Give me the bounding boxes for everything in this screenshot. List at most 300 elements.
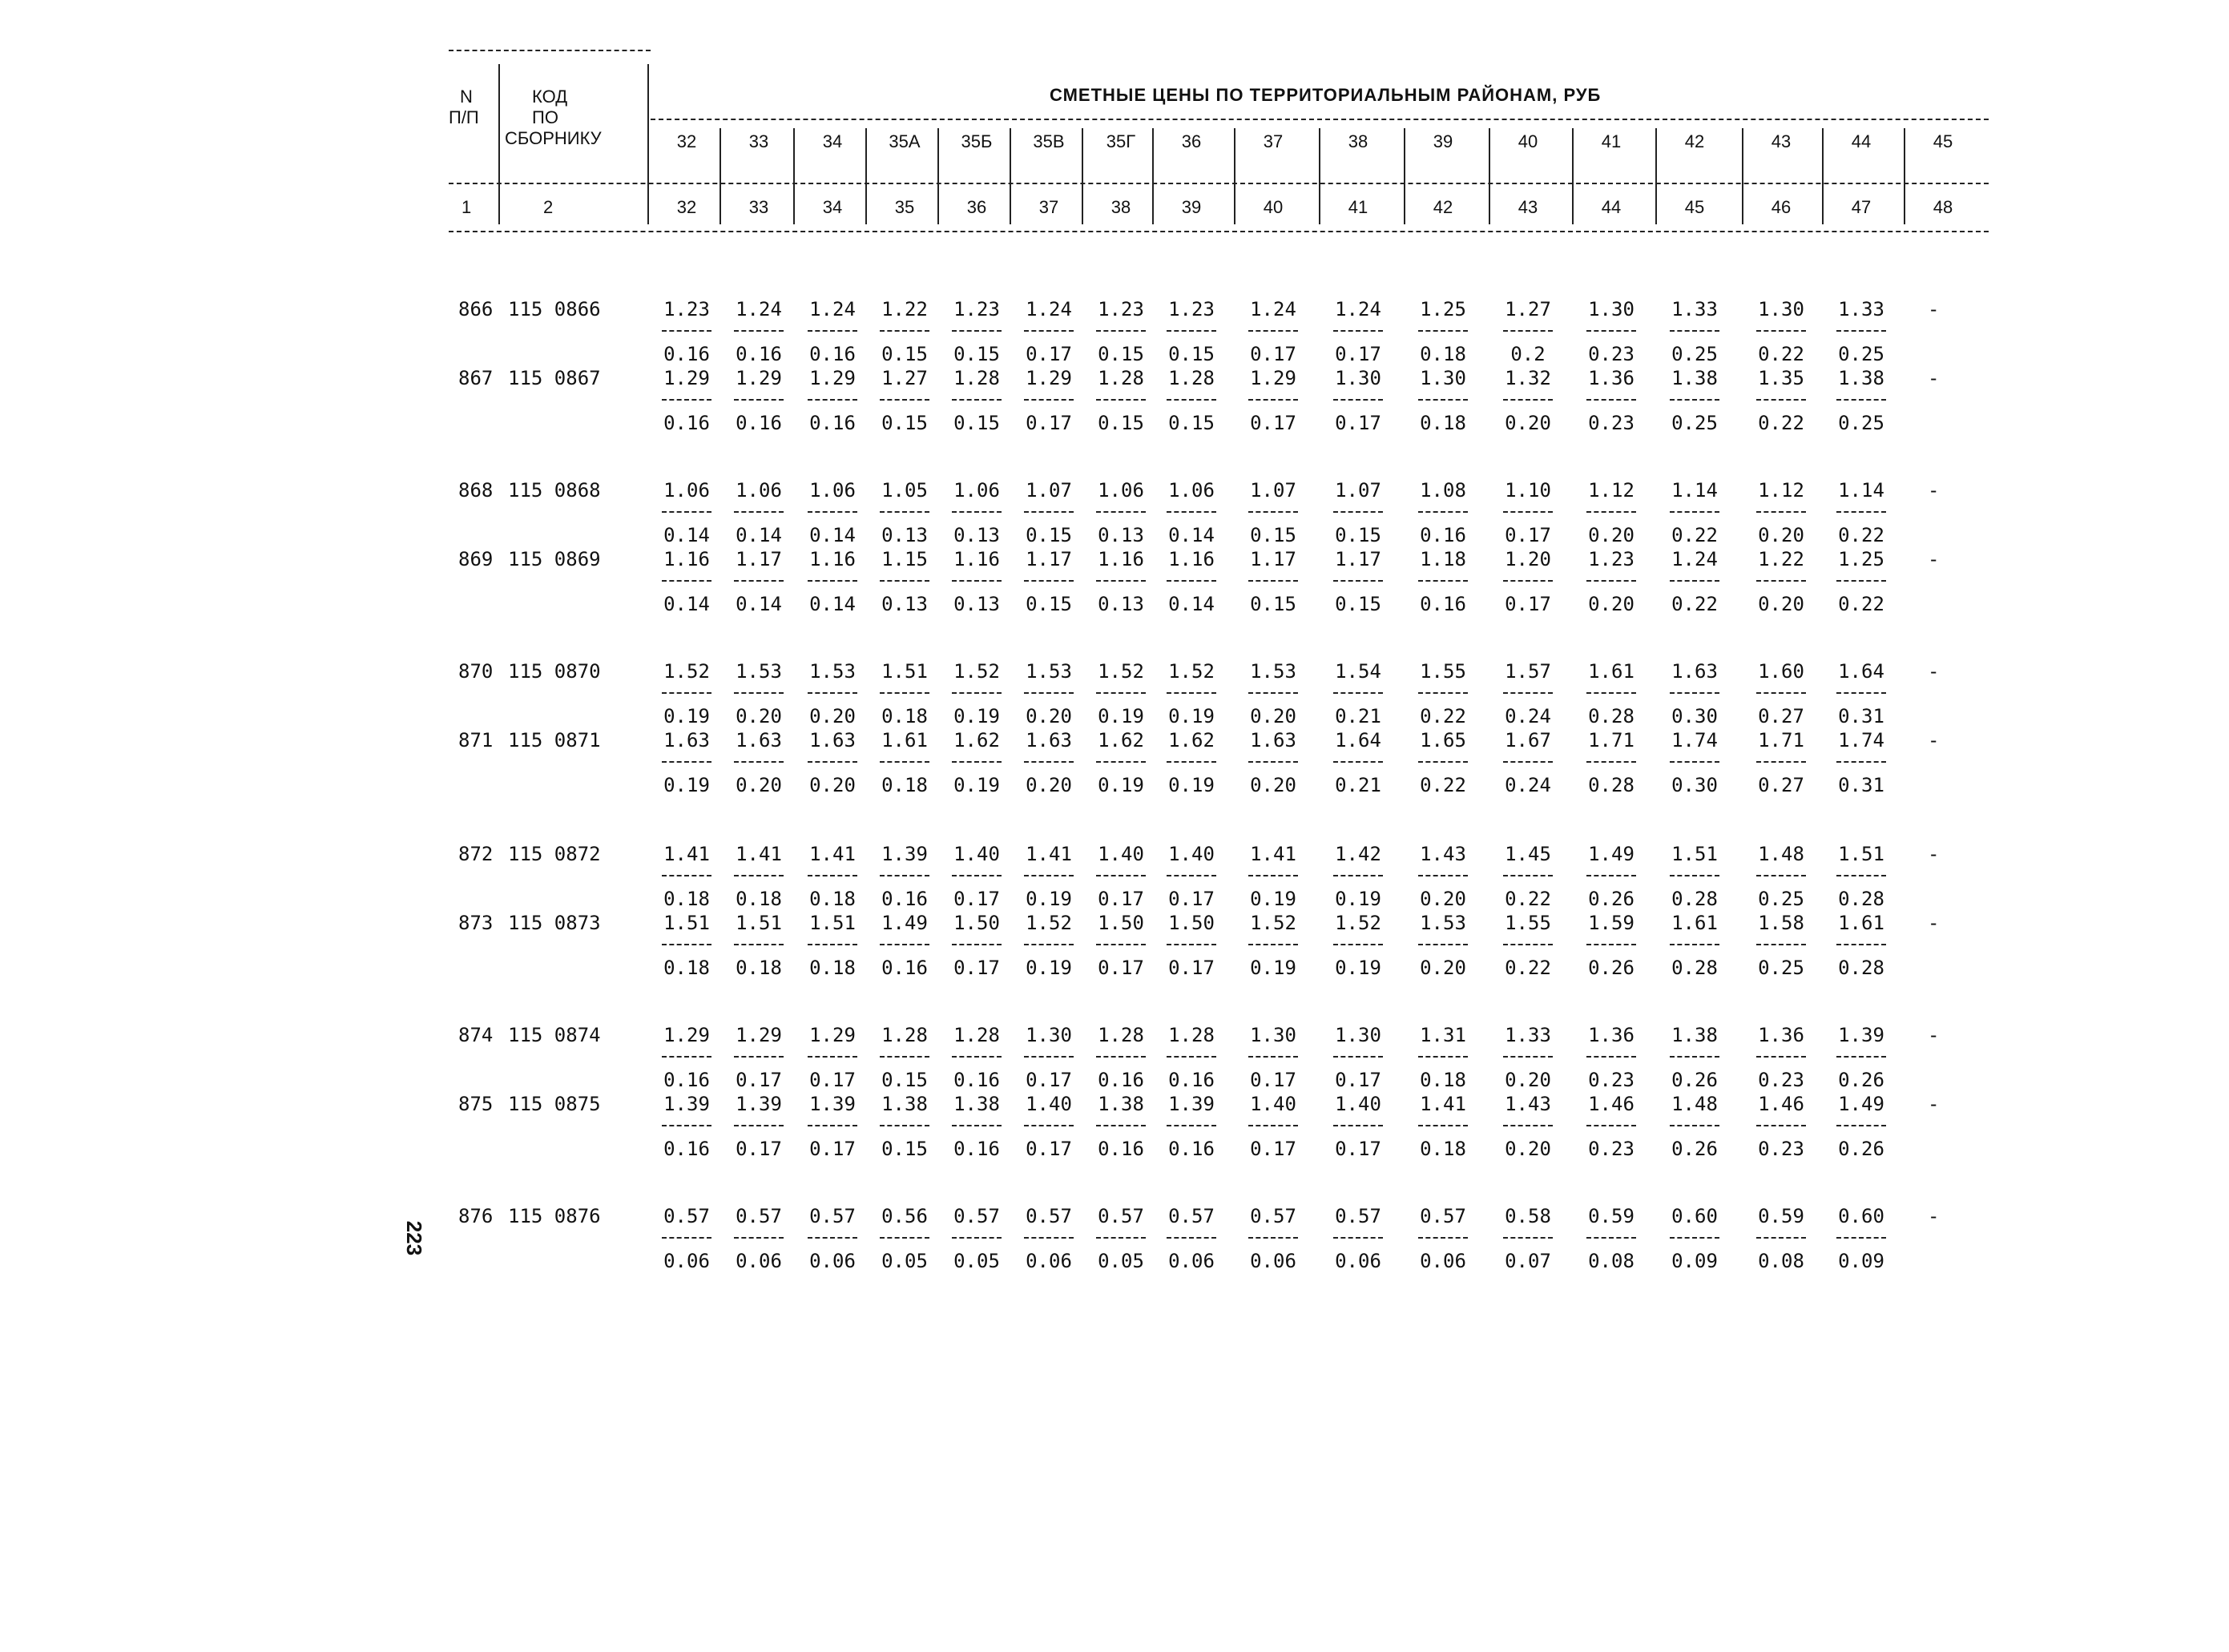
price-cell: [1825, 912, 1897, 979]
fraction-bar: [1503, 761, 1553, 763]
region-header: 33: [748, 131, 769, 151]
column-number: 45: [1684, 197, 1705, 217]
row-number: 867: [458, 367, 494, 389]
price-cell: [1013, 1093, 1085, 1160]
price-total: 1.41: [1250, 843, 1296, 865]
row-number: 875: [458, 1093, 494, 1115]
price-wage: 0.18: [663, 957, 710, 979]
price-total: 1.59: [1588, 912, 1634, 934]
region-separator: [1655, 128, 1657, 224]
price-cell: [1745, 1093, 1817, 1160]
price-wage: 0.15: [1098, 343, 1144, 365]
price-total: 1.74: [1838, 729, 1884, 751]
price-cell: [723, 1024, 795, 1091]
price-cell: [1085, 548, 1157, 615]
price-cell: [723, 729, 795, 796]
column-number: 42: [1433, 197, 1453, 217]
fraction-bar: [662, 875, 711, 876]
price-cell: [941, 548, 1013, 615]
price-cell: [1575, 1024, 1647, 1091]
fraction-bar: [1333, 875, 1383, 876]
fraction-bar: [880, 761, 929, 763]
price-wage: 0.13: [881, 524, 928, 546]
price-total: 1.24: [1335, 298, 1381, 320]
price-wage: 0.20: [1588, 524, 1634, 546]
price-wage: 0.13: [881, 593, 928, 615]
price-total: 1.30: [1758, 298, 1804, 320]
fraction-bar: [1586, 761, 1636, 763]
price-cell: [651, 548, 723, 615]
price-total: 1.41: [1026, 843, 1072, 865]
fraction-bar: [1670, 944, 1719, 945]
price-wage: 0.22: [1838, 593, 1884, 615]
price-wage: 0.25: [1671, 343, 1718, 365]
price-cell: [723, 1205, 795, 1272]
price-wage: 0.22: [1671, 524, 1718, 546]
fraction-bar: [734, 399, 784, 401]
price-cell: [651, 912, 723, 979]
price-cell: [796, 1205, 869, 1272]
price-wage: 0.26: [1838, 1138, 1884, 1160]
price-wage: 0.16: [1098, 1138, 1144, 1160]
column-number: 34: [822, 197, 843, 217]
price-wage: 0.17: [1098, 888, 1144, 910]
fraction-bar: [1024, 692, 1074, 694]
fraction-bar: [1248, 761, 1298, 763]
region-45-value: -: [1928, 912, 1940, 934]
fraction-bar: [952, 875, 1002, 876]
price-wage: 0.26: [1588, 957, 1634, 979]
price-cell: [1322, 298, 1394, 365]
fraction-bar: [1418, 1056, 1468, 1058]
price-cell: [796, 1093, 869, 1160]
price-wage: 0.13: [953, 593, 1000, 615]
price-cell: [1407, 367, 1479, 434]
price-wage: 0.08: [1758, 1250, 1804, 1272]
fraction-bar: [662, 511, 711, 513]
price-cell: [1407, 729, 1479, 796]
header-vsep-1: [498, 64, 500, 224]
price-total: 1.43: [1505, 1093, 1551, 1115]
price-cell: [1492, 367, 1564, 434]
price-cell: [1013, 479, 1085, 546]
fraction-bar: [952, 761, 1002, 763]
price-total: 1.40: [1335, 1093, 1381, 1115]
price-wage: 0.18: [1420, 412, 1466, 434]
price-cell: [1322, 1093, 1394, 1160]
price-total: 1.49: [881, 912, 928, 934]
price-total: 1.28: [1168, 1024, 1215, 1046]
price-wage: 0.19: [953, 774, 1000, 796]
price-wage: 0.23: [1588, 412, 1634, 434]
fraction-bar: [1503, 330, 1553, 332]
fraction-bar: [1167, 692, 1216, 694]
price-wage: 0.16: [881, 957, 928, 979]
region-separator: [1904, 128, 1905, 224]
price-total: 1.62: [1168, 729, 1215, 751]
price-wage: 0.20: [1505, 1138, 1551, 1160]
price-total: 1.06: [953, 479, 1000, 502]
price-cell: [1745, 298, 1817, 365]
fraction-bar: [1248, 1125, 1298, 1126]
price-wage: 0.22: [1671, 593, 1718, 615]
price-total: 1.52: [1335, 912, 1381, 934]
price-cell: [1825, 367, 1897, 434]
price-wage: 0.20: [1758, 593, 1804, 615]
region-header: 44: [1851, 131, 1872, 151]
fraction-bar: [1418, 944, 1468, 945]
price-wage: 0.06: [736, 1250, 782, 1272]
column-number: 38: [1110, 197, 1131, 217]
price-cell: [1659, 843, 1731, 910]
price-cell: [796, 298, 869, 365]
price-cell: [869, 843, 941, 910]
price-total: 1.52: [663, 660, 710, 683]
fraction-bar: [1756, 875, 1806, 876]
price-wage: 0.21: [1335, 705, 1381, 727]
fraction-bar: [1756, 761, 1806, 763]
fraction-bar: [1586, 399, 1636, 401]
price-total: 1.39: [663, 1093, 710, 1115]
price-wage: 0.16: [953, 1138, 1000, 1160]
price-wage: 0.17: [1335, 412, 1381, 434]
price-total: 1.29: [809, 1024, 856, 1046]
fraction-bar: [1503, 692, 1553, 694]
price-total: 1.27: [1505, 298, 1551, 320]
price-wage: 0.18: [663, 888, 710, 910]
fraction-bar: [734, 1125, 784, 1126]
region-header: 45: [1933, 131, 1953, 151]
price-cell: [1085, 660, 1157, 727]
price-cell: [723, 548, 795, 615]
price-total: 1.25: [1420, 298, 1466, 320]
price-wage: 0.06: [663, 1250, 710, 1272]
price-cell: [1155, 1024, 1227, 1091]
price-cell: [1085, 912, 1157, 979]
header-pp: П/П: [449, 107, 479, 127]
price-total: 1.07: [1250, 479, 1296, 502]
fraction-bar: [1756, 1056, 1806, 1058]
price-total: 1.39: [881, 843, 928, 865]
fraction-bar: [1333, 944, 1383, 945]
price-cell: [1825, 660, 1897, 727]
fraction-bar: [952, 1056, 1002, 1058]
price-total: 1.63: [736, 729, 782, 751]
price-total: 1.17: [1335, 548, 1381, 570]
price-total: 1.39: [1168, 1093, 1215, 1115]
price-cell: [1155, 479, 1227, 546]
price-wage: 0.23: [1758, 1069, 1804, 1091]
fraction-bar: [662, 692, 711, 694]
region-45-value: -: [1928, 548, 1940, 570]
column-number: 36: [966, 197, 987, 217]
fraction-bar: [880, 399, 929, 401]
fraction-bar: [1024, 330, 1074, 332]
row-code: 115 0876: [508, 1205, 601, 1227]
price-cell: [1013, 660, 1085, 727]
price-cell: [1575, 367, 1647, 434]
region-45-value: -: [1928, 660, 1940, 683]
price-wage: 0.14: [736, 593, 782, 615]
price-wage: 0.05: [953, 1250, 1000, 1272]
price-wage: 0.19: [663, 774, 710, 796]
region-header: 35В: [1033, 131, 1065, 151]
price-wage: 0.25: [1671, 412, 1718, 434]
table-title: СМЕТНЫЕ ЦЕНЫ ПО ТЕРРИТОРИАЛЬНЫМ РАЙОНАМ, РУБ: [1050, 85, 1602, 105]
price-total: 1.48: [1758, 843, 1804, 865]
fraction-bar: [662, 580, 711, 582]
price-cell: [1745, 843, 1817, 910]
fraction-bar: [1586, 580, 1636, 582]
price-cell: [1237, 1205, 1309, 1272]
page-number: 223: [402, 1220, 427, 1256]
price-total: 1.24: [1671, 548, 1718, 570]
price-total: 1.24: [1026, 298, 1072, 320]
header-po: ПО: [532, 107, 558, 127]
price-cell: [1659, 367, 1731, 434]
price-wage: 0.28: [1671, 888, 1718, 910]
price-cell: [1085, 729, 1157, 796]
fraction-bar: [1586, 1125, 1636, 1126]
fraction-bar: [1836, 330, 1886, 332]
fraction-bar: [1167, 944, 1216, 945]
price-total: 1.28: [1098, 367, 1144, 389]
price-cell: [869, 479, 941, 546]
price-total: 0.57: [1420, 1205, 1466, 1227]
price-wage: 0.20: [1250, 705, 1296, 727]
price-wage: 0.13: [1098, 593, 1144, 615]
fraction-bar: [1333, 692, 1383, 694]
fraction-bar: [1418, 875, 1468, 876]
price-wage: 0.15: [881, 343, 928, 365]
price-total: 1.53: [1420, 912, 1466, 934]
price-total: 1.30: [1335, 367, 1381, 389]
price-wage: 0.20: [1250, 774, 1296, 796]
price-wage: 0.16: [663, 343, 710, 365]
fraction-bar: [734, 330, 784, 332]
price-wage: 0.18: [809, 888, 856, 910]
price-cell: [941, 912, 1013, 979]
price-total: 1.43: [1420, 843, 1466, 865]
fraction-bar: [952, 692, 1002, 694]
price-wage: 0.20: [1420, 888, 1466, 910]
price-total: 1.30: [1420, 367, 1466, 389]
fraction-bar: [880, 580, 929, 582]
price-total: 1.16: [663, 548, 710, 570]
price-wage: 0.28: [1838, 888, 1884, 910]
row-code: 115 0873: [508, 912, 601, 934]
price-cell: [1745, 729, 1817, 796]
price-cell: [1825, 479, 1897, 546]
row-code: 115 0867: [508, 367, 601, 389]
price-cell: [869, 729, 941, 796]
price-cell: [723, 1093, 795, 1160]
header-sborniku: СБОРНИКУ: [505, 128, 602, 148]
price-total: 1.38: [1671, 367, 1718, 389]
fraction-bar: [662, 1056, 711, 1058]
price-total: 1.06: [1098, 479, 1144, 502]
price-total: 1.49: [1838, 1093, 1884, 1115]
fraction-bar: [1167, 761, 1216, 763]
column-number: 33: [748, 197, 769, 217]
price-cell: [1322, 660, 1394, 727]
fraction-bar: [1836, 511, 1886, 513]
region-header: 35Г: [1106, 131, 1136, 151]
fraction-bar: [734, 944, 784, 945]
fraction-bar: [880, 1056, 929, 1058]
price-total: 1.29: [1250, 367, 1296, 389]
column-number: 47: [1851, 197, 1872, 217]
price-cell: [723, 298, 795, 365]
price-total: 1.38: [1098, 1093, 1144, 1115]
price-total: 1.29: [663, 1024, 710, 1046]
price-total: 0.57: [663, 1205, 710, 1227]
fraction-bar: [1024, 511, 1074, 513]
price-wage: 0.19: [1026, 957, 1072, 979]
fraction-bar: [808, 511, 857, 513]
fraction-bar: [1333, 1056, 1383, 1058]
price-wage: 0.22: [1420, 705, 1466, 727]
fraction-bar: [1836, 1056, 1886, 1058]
price-wage: 0.05: [881, 1250, 928, 1272]
region-45-value: -: [1928, 1024, 1940, 1046]
header-top-rule: [449, 50, 651, 51]
price-total: 1.52: [1026, 912, 1072, 934]
price-wage: 0.25: [1838, 412, 1884, 434]
price-total: 1.16: [1098, 548, 1144, 570]
region-header: 35Б: [961, 131, 993, 151]
fraction-bar: [880, 1237, 929, 1239]
column-number: 41: [1348, 197, 1368, 217]
price-cell: [1407, 479, 1479, 546]
price-total: 1.53: [736, 660, 782, 683]
price-cell: [1745, 548, 1817, 615]
price-wage: 0.25: [1838, 343, 1884, 365]
price-wage: 0.15: [881, 1138, 928, 1160]
price-cell: [1155, 367, 1227, 434]
price-total: 1.39: [1838, 1024, 1884, 1046]
price-cell: [1575, 729, 1647, 796]
price-wage: 0.30: [1671, 774, 1718, 796]
price-total: 1.51: [663, 912, 710, 934]
price-cell: [1322, 1205, 1394, 1272]
price-cell: [1745, 479, 1817, 546]
price-wage: 0.17: [953, 957, 1000, 979]
fraction-bar: [662, 1237, 711, 1239]
price-cell: [1825, 298, 1897, 365]
region-45-value: -: [1928, 479, 1940, 502]
price-total: 1.07: [1335, 479, 1381, 502]
price-cell: [1407, 1093, 1479, 1160]
price-wage: 0.22: [1758, 412, 1804, 434]
row-code: 115 0869: [508, 548, 601, 570]
price-total: 1.41: [663, 843, 710, 865]
price-wage: 0.19: [1335, 957, 1381, 979]
price-total: 0.57: [1098, 1205, 1144, 1227]
price-wage: 0.15: [881, 412, 928, 434]
fraction-bar: [1586, 1237, 1636, 1239]
price-cell: [1237, 1093, 1309, 1160]
price-total: 1.33: [1838, 298, 1884, 320]
price-cell: [651, 1205, 723, 1272]
fraction-bar: [1503, 580, 1553, 582]
price-wage: 0.18: [736, 888, 782, 910]
price-cell: [1237, 843, 1309, 910]
price-total: 1.15: [881, 548, 928, 570]
price-total: 1.23: [1168, 298, 1215, 320]
price-cell: [1237, 479, 1309, 546]
price-cell: [1155, 660, 1227, 727]
fraction-bar: [1167, 875, 1216, 876]
price-cell: [1659, 660, 1731, 727]
price-total: 1.16: [809, 548, 856, 570]
fraction-bar: [1333, 761, 1383, 763]
price-total: 1.40: [1098, 843, 1144, 865]
price-cell: [1745, 1205, 1817, 1272]
fraction-bar: [1024, 1125, 1074, 1126]
price-cell: [796, 660, 869, 727]
fraction-bar: [1586, 944, 1636, 945]
price-total: 1.28: [1098, 1024, 1144, 1046]
price-total: 1.52: [953, 660, 1000, 683]
price-total: 1.27: [881, 367, 928, 389]
price-total: 1.30: [1250, 1024, 1296, 1046]
price-wage: 0.30: [1671, 705, 1718, 727]
price-wage: 0.14: [1168, 524, 1215, 546]
fraction-bar: [808, 399, 857, 401]
fraction-bar: [734, 1056, 784, 1058]
price-total: 1.30: [1026, 1024, 1072, 1046]
fraction-bar: [1503, 1056, 1553, 1058]
price-wage: 0.16: [809, 343, 856, 365]
row-number: 876: [458, 1205, 494, 1227]
price-total: 1.71: [1758, 729, 1804, 751]
price-wage: 0.31: [1838, 705, 1884, 727]
fraction-bar: [734, 580, 784, 582]
price-cell: [723, 843, 795, 910]
price-wage: 0.17: [1026, 1138, 1072, 1160]
price-total: 1.32: [1505, 367, 1551, 389]
price-cell: [1237, 548, 1309, 615]
price-wage: 0.20: [809, 774, 856, 796]
price-total: 0.57: [736, 1205, 782, 1227]
price-wage: 0.17: [1250, 1138, 1296, 1160]
fraction-bar: [808, 330, 857, 332]
price-cell: [1492, 729, 1564, 796]
price-total: 1.38: [1671, 1024, 1718, 1046]
fraction-bar: [1836, 580, 1886, 582]
price-total: 1.62: [1098, 729, 1144, 751]
region-45-value: -: [1928, 729, 1940, 751]
price-cell: [1322, 843, 1394, 910]
price-wage: 0.26: [1588, 888, 1634, 910]
fraction-bar: [1756, 330, 1806, 332]
price-cell: [651, 1093, 723, 1160]
fraction-bar: [1024, 761, 1074, 763]
price-total: 1.23: [663, 298, 710, 320]
price-wage: 0.18: [881, 774, 928, 796]
region-45-value: -: [1928, 843, 1940, 865]
fraction-bar: [1248, 944, 1298, 945]
price-wage: 0.23: [1588, 1069, 1634, 1091]
fraction-bar: [1418, 330, 1468, 332]
fraction-bar: [1756, 1237, 1806, 1239]
price-cell: [723, 660, 795, 727]
price-cell: [796, 367, 869, 434]
fraction-bar: [1836, 1125, 1886, 1126]
price-total: 1.60: [1758, 660, 1804, 683]
price-wage: 0.20: [736, 774, 782, 796]
